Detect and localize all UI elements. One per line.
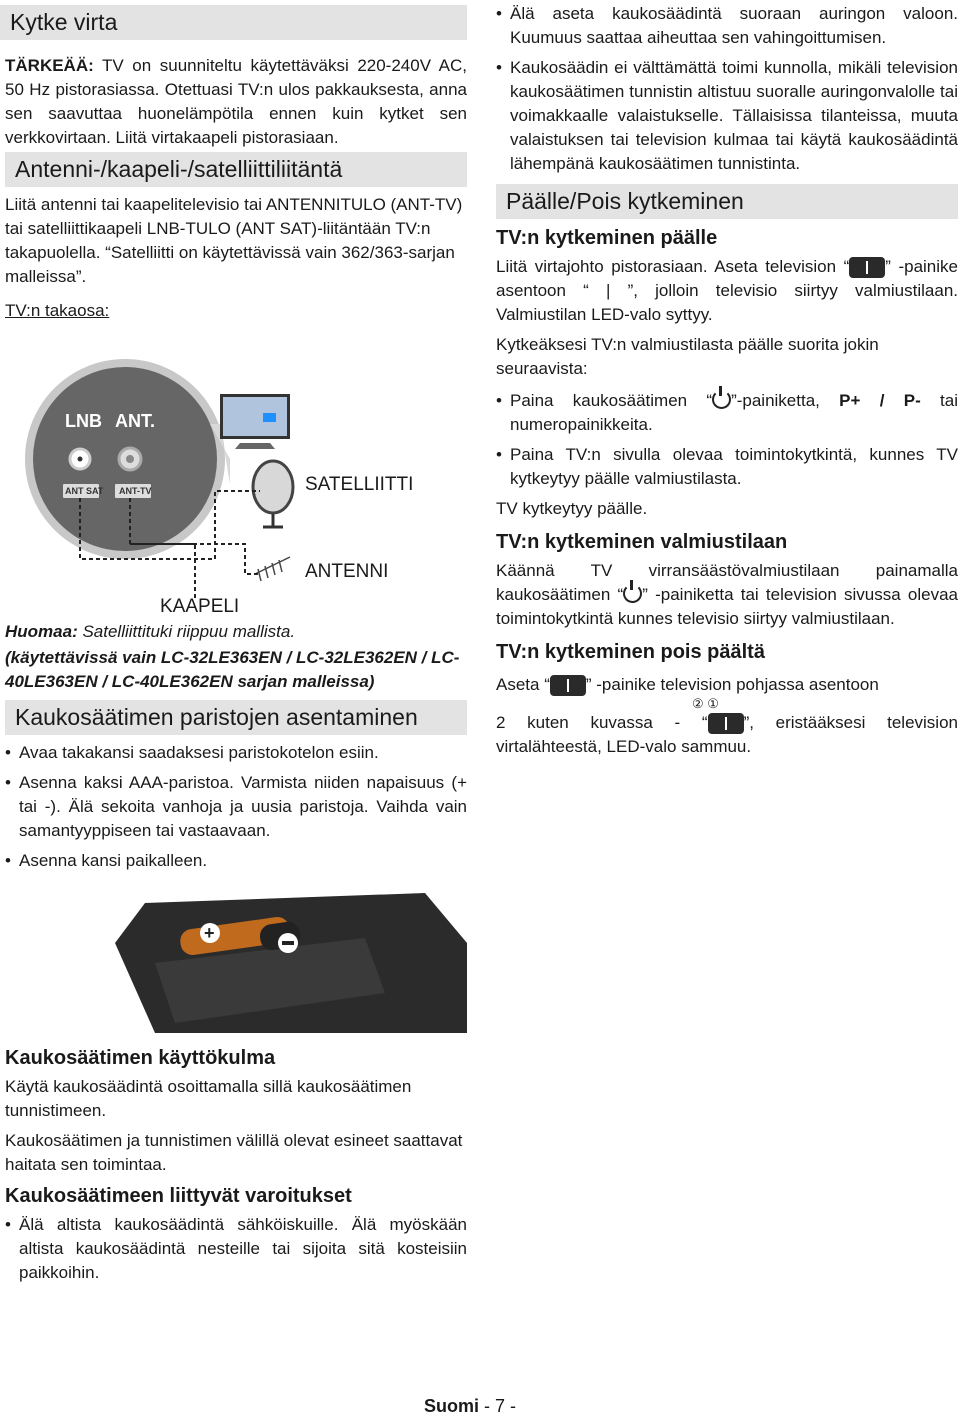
off-line-1 [496,673,958,697]
range-paragraph-1: Käytä kaukosäädintä osoittamalla sillä kaukosäätimen tunnistimeen. [5,1077,412,1120]
off-line-2 [496,711,958,759]
standby-power-icon [623,584,642,603]
standby-paragraph [496,559,958,631]
standby-text-a: Käännä TV virransäästövalmiustilaan painamalla kaukosäätimen “ [496,561,958,604]
left-column [5,5,467,1285]
on-text-a: Liitä virtajohto pistorasiaan. Aseta television “ [496,257,850,276]
antenna-label: ANTENNI [305,561,389,582]
power-switch-icon [550,675,586,696]
battery-item: • Asenna kansi paikalleen. [5,849,467,873]
on-paragraph-2: Kytkeäksesi TV:n valmiustilasta päälle suorita jokin seuraavista: [496,335,879,378]
off-text-d: ”, eristääksesi television virtalähteestä, LED-valo sammuu. [496,713,958,756]
on-paragraph-3: TV kytkeytyy päälle. [496,499,648,518]
on-item: • Paina TV:n sivulla olevaa toimintokytkintä, kunnes TV kytkeytyy päälle valmiustilasta. [496,443,958,491]
note-label: Huomaa: [5,622,78,641]
note-text: Satelliittituki riippuu mallista. [77,622,296,641]
battery-item: • Asenna kaksi AAA-paristoa. Varmista niiden napaisuus (+ tai -). Älä sekoita vanhoja ja uusia paristoja. Vaihda vain samantyyppiseen tai vastaavaan. [5,771,467,843]
antenna-paragraph: Liitä antenni tai kaapelitelevisio tai ANTENNITULO (ANT-TV) tai satelliittikaapeli LNB-TULO (ANT SAT)-liitäntään TV:n takapuolella. “Satelliitti on käytettävissä vain 362/363-sarjan malleissa”. [5,195,463,286]
remote-warn-list [496,2,958,176]
standby-text-b: ” -painiketta tai television sivussa olevaa toimintokytkintä kunnes televisio siirtyy valmiustilaan. [496,585,958,628]
svg-text:+: + [204,923,215,943]
warn-list [5,1213,467,1285]
range-paragraph-2: Kaukosäätimen ja tunnistimen välillä olevat esineet saattavat haitata sen toimintaa. [5,1131,463,1174]
standby-power-icon [712,390,731,409]
cable-label: KAAPELI [160,596,240,617]
connection-diagram [5,329,467,629]
ant-sat-label: ANT SAT [65,486,104,496]
on-text-b: ” -painike asentoon “ | ”, jolloin televisio siirtyy valmiustilaan. Valmiustilan LED-valo syttyy. [496,257,958,324]
right-column [496,2,958,759]
power-heading: Kytke virta [0,5,467,40]
important-label: TÄRKEÄÄ: [5,56,94,75]
battery-heading: Kaukosäätimen paristojen asentaminen [5,700,467,735]
onoff-heading: Päälle/Pois kytkeminen [496,184,958,219]
ant-label: ANT. [115,411,155,431]
models-paragraph: (käytettävissä vain LC-32LE363EN / LC-32LE362EN / LC-40LE363EN / LC-40LE362EN sarjan malleissa) [5,648,460,691]
page-number: - 7 - [479,1396,517,1416]
battery-illustration [5,883,467,1033]
on-paragraph-1 [496,255,958,327]
on-item-text-c: P+ / P- [839,391,921,410]
on-item-text-a: Paina kaukosäätimen “ [510,391,713,410]
power-switch-icon [708,713,744,734]
off-position-marks: ② ① [692,696,719,711]
on-list [496,389,958,491]
footer-language: Suomi [424,1396,480,1416]
warn-heading: Kaukosäätimeen liittyvät varoitukset [5,1185,352,1207]
range-heading: Kaukosäätimen käyttökulma [5,1047,276,1069]
back-label: TV:n takaosa: [5,301,110,320]
remote-warn-item: • Älä aseta kaukosäädintä suoraan auringon valoon. Kuumuus saattaa aiheuttaa sen vahingoittumisen. [496,2,958,50]
power-paragraph [5,54,467,150]
off-heading: TV:n kytkeminen pois päältä [496,641,765,663]
antenna-heading: Antenni-/kaapeli-/satelliittiliitäntä [5,152,467,187]
battery-item: • Avaa takakansi saadaksesi paristokotelon esiin. [5,741,467,765]
power-switch-icon [849,257,885,278]
warn-item: • Älä altista kaukosäädintä sähköiskuille. Älä myöskään altista kaukosäädintä nesteille tai sijoita sitä kosteisiin paikkoihin. [5,1213,467,1285]
ant-tv-label: ANT-TV [119,486,152,496]
standby-heading: TV:n kytkeminen valmiustilaan [496,531,788,553]
power-text: TV on suunniteltu käytettäväksi 220-240V AC, 50 Hz pistorasiassa. Otettuasi TV:n ulos pakkauksesta, anna sen saavuttaa huonelämpötila ennen kuin kytket sen verkkovirtaan. Liitä virtakaapeli pistorasiaan. [5,56,467,147]
on-heading: TV:n kytkeminen päälle [496,227,718,249]
on-item [496,389,958,437]
battery-list [5,741,467,873]
off-text-c: 2 kuten kuvassa - “ [496,713,708,732]
page-footer [424,1396,516,1417]
remote-warn-item: • Kaukosäädin ei välttämättä toimi kunnolla, mikäli television kaukosäätimen tunnistin altistuu suoralle auringonvalolle tai voimakkaalle valaistukselle. Tällaisissa tilanteissa, muuta valaistuksen tai television kulmaa tai käytä kaukosäädintä lähempänä kaukosäätimen tunnistinta. [496,56,958,176]
satellite-label: SATELLIITTI [305,474,414,495]
off-text-a: Aseta “ [496,675,550,694]
off-text-b: ” -painike television pohjassa asentoon [585,675,879,694]
lnb-label: LNB [65,411,102,431]
on-item-text-d: tai numeropainikkeita. [510,391,958,434]
on-item-text-b: ”-painiketta, [731,391,840,410]
